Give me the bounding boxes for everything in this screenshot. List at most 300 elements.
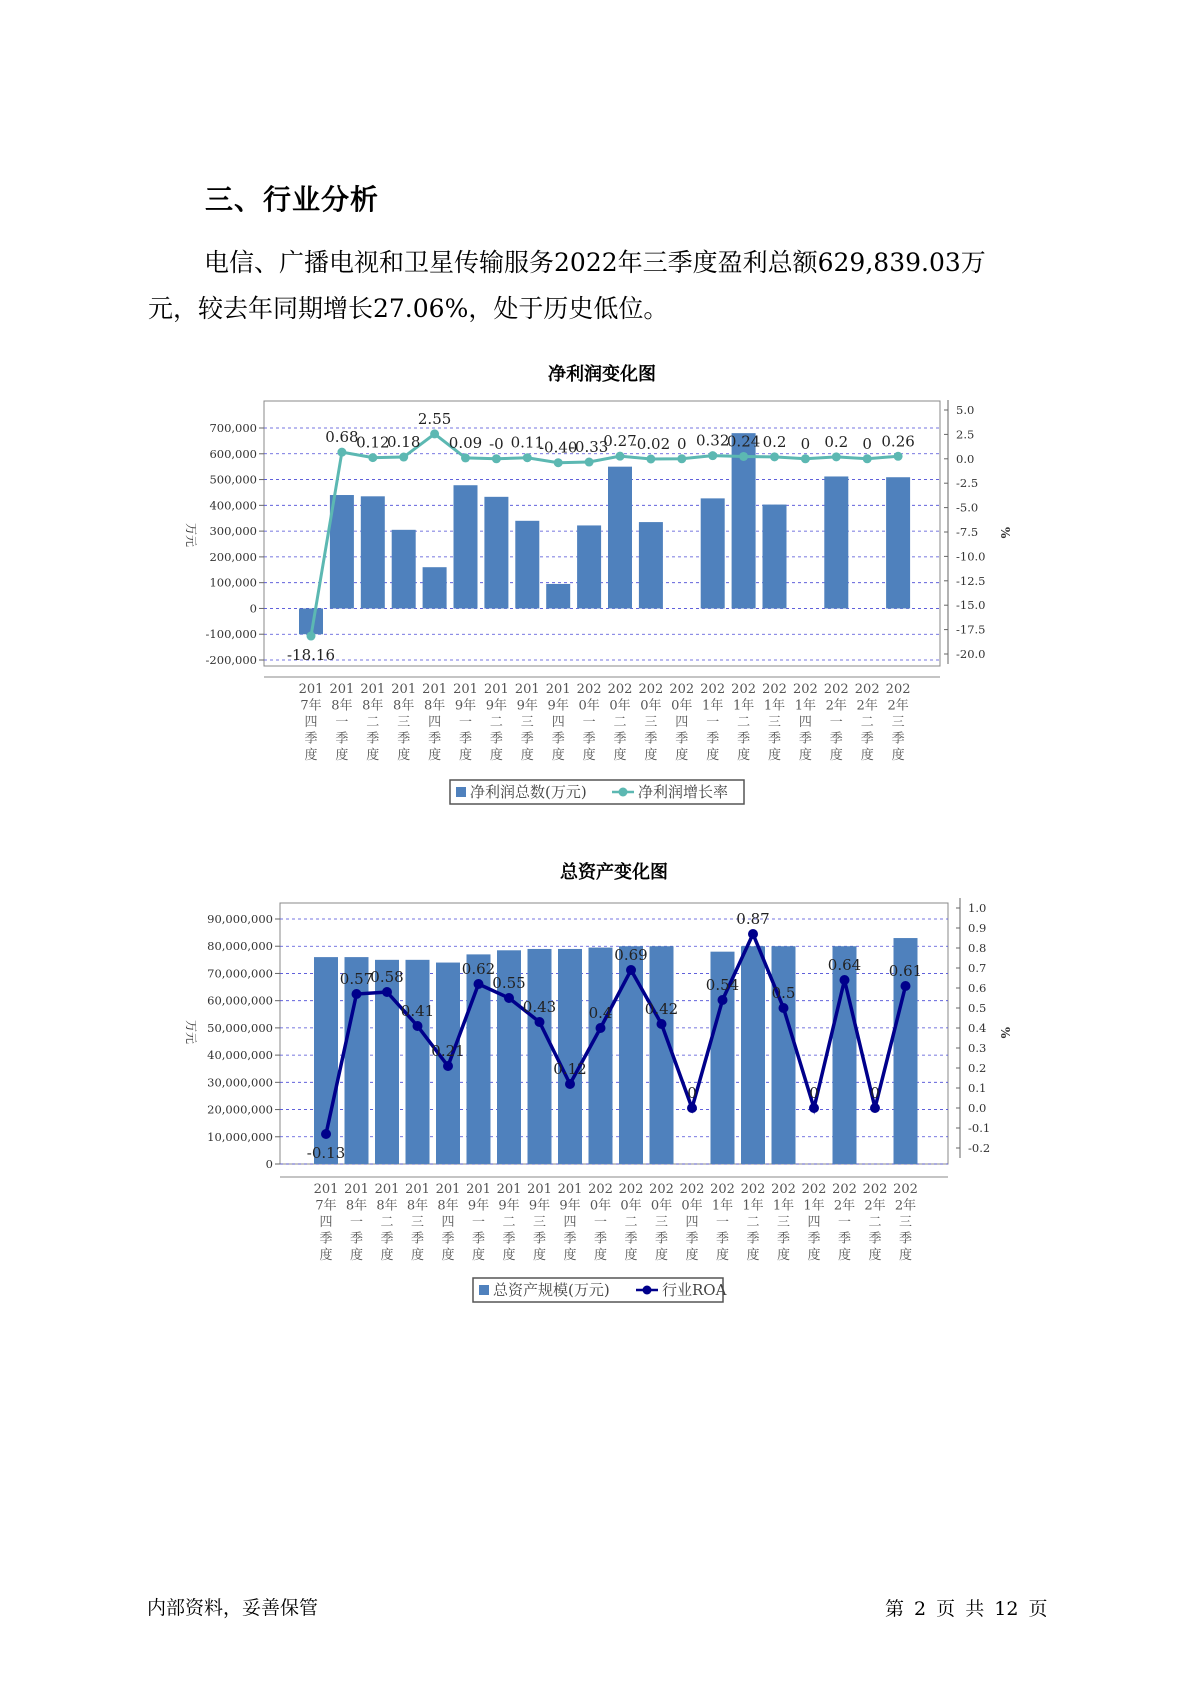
y-tick-label: 10,000,000 [207, 1129, 273, 1144]
x-tick-label: 季 [715, 1231, 730, 1247]
data-label: -0.02 [631, 434, 671, 453]
x-tick-label: 8年 [345, 1198, 368, 1214]
data-label: 0.62 [461, 960, 496, 978]
x-tick-label: 度 [397, 748, 411, 763]
x-tick-label: 202 [823, 682, 849, 697]
x-tick-label: 0年 [578, 698, 600, 714]
x-tick-label: 四 [304, 715, 318, 730]
summary-line-1: 电信、广播电视和卫星传输服务2022年三季度盈利总额629,839.03万 [204, 248, 986, 277]
x-tick-label: 度 [767, 748, 782, 763]
y-tick-label: 50,000,000 [207, 1020, 273, 1035]
x-tick-label: 度 [685, 1248, 699, 1263]
x-tick-label: 二 [737, 715, 751, 730]
x-tick-label: 202 [854, 682, 880, 697]
x-tick-label: 9年 [547, 698, 569, 714]
x-tick-label: 9年 [528, 1198, 551, 1214]
y2-tick-label: 0.2 [968, 1061, 987, 1075]
x-tick-label: 0年 [650, 1198, 673, 1214]
x-tick-label: 0年 [671, 698, 693, 714]
x-tick-label: 0年 [589, 1198, 612, 1214]
x-tick-label: 9年 [498, 1198, 520, 1214]
x-tick-label: 202 [669, 682, 695, 697]
x-tick-label: 季 [624, 1231, 638, 1247]
y-tick-label: 400,000 [209, 498, 257, 513]
x-tick-label: 202 [762, 682, 787, 697]
y-axis-label: 万元 [184, 1020, 198, 1045]
x-tick-label: 季 [319, 1231, 333, 1247]
x-tick-label: 一 [471, 1215, 486, 1230]
x-tick-label: 三 [767, 715, 782, 730]
x-tick-label: 8年 [393, 698, 415, 714]
data-label: 0.11 [510, 433, 545, 452]
x-tick-label: 二 [624, 1215, 638, 1230]
x-tick-label: 季 [685, 1231, 699, 1247]
x-tick-label: 季 [458, 731, 473, 747]
y-tick-label: 60,000,000 [207, 993, 273, 1008]
data-label: -0 [489, 434, 504, 453]
y2-tick-label: 0.8 [968, 941, 987, 955]
y2-tick-label: 0.5 [968, 1001, 987, 1015]
x-tick-label: 201 [545, 682, 571, 697]
bar [650, 946, 674, 1164]
y-tick-label: 0 [265, 1157, 273, 1171]
x-tick-label: 二 [868, 1215, 882, 1230]
y-tick-label: 40,000,000 [207, 1048, 273, 1063]
x-tick-label: 度 [675, 748, 689, 763]
x-tick-label: 二 [746, 1215, 760, 1230]
y-tick-label: 500,000 [209, 472, 257, 487]
x-tick-label: 201 [466, 1182, 491, 1197]
x-tick-label: 季 [397, 731, 411, 747]
x-tick-label: 201 [435, 1182, 461, 1197]
x-tick-label: 202 [607, 682, 633, 697]
y2-tick-label: 0.0 [956, 451, 975, 466]
x-tick-label: 度 [458, 748, 473, 763]
data-label: 0 [687, 1084, 697, 1102]
x-tick-label: 一 [349, 1215, 364, 1230]
y2-tick-label: -0.1 [968, 1121, 991, 1135]
x-tick-label: 度 [380, 1248, 394, 1263]
x-tick-label: 2年 [833, 1198, 856, 1214]
x-tick-label: 季 [441, 1231, 455, 1247]
x-tick-label: 202 [832, 1182, 857, 1197]
x-tick-label: 度 [532, 1248, 547, 1263]
x-tick-label: 201 [422, 682, 448, 697]
y-tick-label: 90,000,000 [207, 912, 273, 926]
x-tick-label: 四 [675, 715, 689, 730]
x-tick-label: 8年 [437, 1198, 459, 1214]
x-tick-label: 度 [613, 748, 627, 763]
x-tick-label: 202 [885, 682, 911, 697]
y2-tick-label: -0.2 [968, 1141, 991, 1155]
x-tick-label: 0年 [620, 1198, 642, 1214]
x-tick-label: 9年 [516, 698, 538, 714]
x-tick-label: 季 [489, 731, 503, 747]
x-tick-label: 1年 [794, 698, 817, 714]
line-point [535, 1017, 545, 1027]
line-point [413, 1021, 423, 1031]
x-tick-label: 度 [489, 748, 503, 763]
x-tick-label: 四 [798, 715, 812, 730]
x-tick-label: 201 [344, 1182, 369, 1197]
x-tick-label: 三 [654, 1215, 669, 1230]
x-tick-label: 季 [613, 731, 627, 747]
line-point [779, 1003, 789, 1013]
x-tick-label: 1年 [803, 1198, 825, 1214]
data-label: 0.58 [370, 968, 404, 986]
data-label: 0 [870, 1084, 880, 1102]
x-tick-label: 季 [891, 731, 905, 747]
x-tick-label: 四 [428, 715, 442, 730]
x-tick-label: 二 [380, 1215, 394, 1230]
x-tick-label: 度 [706, 748, 720, 763]
x-tick-label: 度 [520, 748, 534, 763]
data-label: 0 [677, 434, 687, 453]
x-tick-label: 四 [441, 1215, 455, 1230]
x-tick-label: 度 [319, 1248, 333, 1263]
bar [619, 946, 643, 1164]
x-tick-label: 季 [428, 731, 442, 747]
line-point [321, 1129, 331, 1139]
y2-tick-label: 0.9 [968, 921, 987, 935]
x-tick-label: 201 [527, 1182, 552, 1197]
line-point [352, 989, 362, 999]
data-label: 0.41 [400, 1002, 435, 1020]
x-tick-label: 202 [679, 1182, 705, 1197]
data-label: 0.27 [603, 432, 637, 451]
x-tick-label: 201 [313, 1182, 339, 1197]
x-tick-label: 1年 [711, 1198, 734, 1214]
x-tick-label: 0年 [681, 1198, 703, 1214]
x-tick-label: 202 [649, 1182, 674, 1197]
line-point [657, 1019, 667, 1029]
x-tick-label: 季 [654, 1231, 669, 1247]
y-tick-label: 700,000 [209, 421, 257, 435]
x-tick-label: 1年 [702, 698, 724, 714]
x-tick-label: 度 [366, 748, 380, 763]
y2-tick-label: -17.5 [956, 622, 986, 637]
x-tick-label: 度 [868, 1248, 882, 1263]
data-label: 0.87 [736, 910, 770, 928]
x-tick-label: 一 [458, 715, 473, 730]
x-tick-label: 202 [576, 682, 602, 697]
x-tick-label: 2年 [856, 698, 878, 714]
data-label: 0.26 [881, 432, 915, 451]
data-label: -0.33 [569, 438, 609, 457]
x-tick-label: 季 [349, 1231, 364, 1247]
x-tick-label: 四 [563, 1215, 577, 1230]
bar [406, 960, 430, 1164]
data-label: 2.55 [417, 409, 452, 428]
x-tick-label: 8年 [331, 698, 353, 714]
x-tick-label: 一 [829, 715, 843, 730]
x-tick-label: 7年 [300, 698, 322, 714]
x-tick-label: 季 [868, 1231, 882, 1247]
x-tick-label: 度 [582, 748, 596, 763]
x-tick-label: 201 [557, 1182, 583, 1197]
x-tick-label: 季 [746, 1231, 760, 1247]
data-label: 0.24 [726, 432, 761, 451]
x-tick-label: 一 [582, 715, 596, 730]
y2-axis-label: % [998, 527, 1012, 539]
x-tick-label: 四 [807, 1215, 821, 1230]
x-tick-label: 9年 [559, 1198, 581, 1214]
x-tick-label: 201 [391, 682, 417, 697]
x-tick-label: 9年 [467, 1198, 490, 1214]
x-tick-label: 201 [453, 682, 478, 697]
y-tick-label: 100,000 [209, 575, 257, 590]
x-tick-label: 季 [551, 731, 565, 747]
x-tick-label: 三 [410, 1215, 425, 1230]
x-tick-label: 季 [644, 731, 658, 747]
bar [345, 957, 369, 1164]
x-tick-label: 季 [502, 1231, 516, 1247]
data-label: 0.32 [695, 431, 730, 450]
bar [589, 948, 613, 1164]
line-point [809, 1103, 819, 1113]
footer-confidential: 内部资料，妥善保管 [147, 1597, 319, 1619]
line-point [474, 979, 484, 989]
y2-tick-label: 0.4 [968, 1021, 987, 1035]
line-point [626, 965, 636, 975]
x-tick-label: 201 [483, 682, 509, 697]
x-tick-label: 三 [644, 715, 658, 730]
data-label: 0.55 [492, 974, 526, 992]
y2-tick-label: 0.0 [968, 1101, 987, 1115]
x-tick-label: 一 [837, 1215, 852, 1230]
x-tick-label: 2年 [864, 1198, 886, 1214]
y2-tick-label: 1.0 [968, 901, 987, 915]
x-tick-label: 度 [349, 1248, 364, 1263]
x-tick-label: 202 [638, 682, 664, 697]
summary-line-2: 元，较去年同期增长27.06%，处于历史低位。 [148, 294, 669, 323]
data-label: 0.2 [762, 432, 787, 451]
x-tick-label: 2年 [825, 698, 847, 714]
x-tick-label: 二 [502, 1215, 516, 1230]
line-point [901, 981, 911, 991]
x-tick-label: 7年 [315, 1198, 337, 1214]
x-tick-label: 度 [441, 1248, 455, 1263]
x-tick-label: 季 [807, 1231, 821, 1247]
data-label: 0.69 [614, 946, 648, 964]
x-tick-label: 度 [829, 748, 843, 763]
y-tick-label: 600,000 [209, 446, 257, 461]
line-point [565, 1079, 575, 1089]
x-tick-label: 度 [737, 748, 751, 763]
x-tick-label: 季 [593, 1231, 608, 1247]
x-tick-label: 202 [893, 1182, 918, 1197]
x-tick-label: 一 [715, 1215, 730, 1230]
data-label: -18.16 [286, 646, 336, 665]
footer-page-number: 第 2 页 共 12 页 [885, 1598, 1048, 1620]
data-label: 0.54 [705, 976, 740, 994]
y2-tick-label: 0.6 [968, 981, 987, 995]
x-tick-label: 度 [335, 748, 349, 763]
section-heading: 三、行业分析 [205, 183, 380, 216]
x-tick-label: 8年 [423, 698, 446, 714]
x-tick-label: 季 [898, 1231, 913, 1247]
x-tick-label: 二 [366, 715, 380, 730]
y-tick-label: 30,000,000 [207, 1075, 273, 1090]
x-tick-label: 8年 [376, 1198, 398, 1214]
x-tick-label: 202 [792, 682, 818, 697]
x-tick-label: 度 [837, 1248, 852, 1263]
data-label: 0 [800, 434, 811, 453]
y2-tick-label: 0.1 [968, 1081, 987, 1095]
y-tick-label: 300,000 [209, 524, 257, 539]
x-tick-label: 2年 [887, 698, 909, 714]
bar [558, 949, 582, 1164]
x-tick-label: 8年 [406, 1198, 429, 1214]
legend-label-line: 行业ROA [662, 1281, 727, 1299]
line-point [687, 1103, 697, 1113]
legend-label-line: 净利润增长率 [638, 783, 729, 801]
data-label: 0.09 [448, 433, 483, 452]
data-label: 0 [862, 434, 872, 453]
x-tick-label: 201 [496, 1182, 522, 1197]
data-label: 0.2 [824, 432, 849, 451]
x-tick-label: 度 [746, 1248, 760, 1263]
x-tick-label: 度 [471, 1248, 486, 1263]
x-tick-label: 一 [593, 1215, 608, 1230]
x-tick-label: 1年 [742, 1198, 764, 1214]
x-tick-label: 201 [329, 682, 355, 697]
data-label: 0.61 [888, 962, 923, 980]
x-tick-label: 季 [860, 731, 874, 747]
x-tick-label: 四 [319, 1215, 333, 1230]
x-tick-label: 二 [489, 715, 503, 730]
y-tick-label: 70,000,000 [207, 966, 273, 981]
x-tick-label: 季 [520, 731, 534, 747]
x-tick-label: 季 [829, 731, 843, 747]
x-tick-label: 季 [737, 731, 751, 747]
data-label: 0.4 [588, 1004, 613, 1022]
line-point [748, 929, 758, 939]
x-tick-label: 度 [563, 1248, 577, 1263]
x-tick-label: 季 [798, 731, 812, 747]
line-point [718, 995, 728, 1005]
y2-tick-label: -15.0 [956, 598, 986, 613]
x-tick-label: 三 [891, 715, 905, 730]
x-tick-label: 0年 [609, 698, 631, 714]
x-tick-label: 度 [807, 1248, 821, 1263]
y2-tick-label: -2.5 [956, 476, 979, 491]
y2-tick-label: 0.7 [968, 961, 987, 975]
x-tick-label: 1年 [772, 1198, 795, 1214]
data-label: 0.42 [644, 1000, 679, 1018]
line-point [596, 1023, 606, 1033]
x-tick-label: 202 [801, 1182, 827, 1197]
x-tick-label: 季 [366, 731, 380, 747]
x-tick-label: 季 [532, 1231, 547, 1247]
line-point [504, 993, 514, 1003]
x-tick-label: 度 [860, 748, 874, 763]
data-label: 0.64 [827, 956, 862, 974]
x-tick-label: 三 [776, 1215, 791, 1230]
x-tick-label: 三 [397, 715, 411, 730]
data-label: -0.13 [306, 1144, 346, 1162]
x-tick-label: 季 [837, 1231, 852, 1247]
y2-tick-label: -20.0 [956, 647, 986, 661]
x-tick-label: 202 [731, 682, 757, 697]
x-tick-label: 四 [551, 715, 565, 730]
x-tick-label: 季 [582, 731, 596, 747]
x-tick-label: 202 [700, 682, 726, 697]
x-tick-label: 度 [715, 1248, 730, 1263]
bar [741, 946, 765, 1164]
x-tick-label: 201 [405, 1182, 430, 1197]
x-tick-label: 季 [706, 731, 720, 747]
y-tick-label: -200,000 [205, 653, 257, 667]
x-tick-label: 二 [860, 715, 874, 730]
x-tick-label: 201 [514, 682, 540, 697]
data-label: 0.5 [771, 984, 796, 1002]
x-tick-label: 201 [374, 1182, 400, 1197]
x-tick-label: 季 [335, 731, 349, 747]
x-tick-label: 二 [613, 715, 627, 730]
bar [772, 946, 796, 1164]
x-tick-label: 度 [502, 1248, 516, 1263]
x-tick-label: 9年 [485, 698, 508, 714]
legend-label-bar: 净利润总数(万元) [470, 783, 587, 801]
x-tick-label: 201 [298, 682, 324, 697]
x-tick-label: 度 [410, 1248, 425, 1263]
x-tick-label: 度 [891, 748, 905, 763]
x-tick-label: 季 [776, 1231, 791, 1247]
x-tick-label: 202 [618, 1182, 644, 1197]
x-tick-label: 0年 [640, 698, 662, 714]
data-label: 0.21 [431, 1042, 465, 1060]
x-tick-label: 202 [862, 1182, 888, 1197]
y-tick-label: -100,000 [205, 627, 257, 642]
x-tick-label: 一 [706, 715, 720, 730]
x-tick-label: 度 [798, 748, 812, 763]
x-tick-label: 季 [675, 731, 689, 747]
legend-label-bar: 总资产规模(万元) [493, 1281, 610, 1299]
line-point [382, 987, 392, 997]
x-tick-label: 202 [771, 1182, 796, 1197]
x-tick-label: 2年 [894, 1198, 917, 1214]
x-tick-label: 季 [471, 1231, 486, 1247]
x-tick-label: 201 [360, 682, 386, 697]
x-tick-label: 季 [410, 1231, 425, 1247]
y-tick-label: 80,000,000 [207, 939, 273, 954]
legend-swatch-bar [479, 1285, 489, 1295]
data-label: 0.57 [339, 970, 374, 988]
y-tick-label: 200,000 [209, 549, 257, 564]
y2-tick-label: -12.5 [956, 573, 986, 588]
data-label: 0 [809, 1084, 819, 1102]
y2-tick-label: -10.0 [956, 549, 986, 564]
chart-title: 总资产变化图 [560, 862, 668, 883]
y2-tick-label: 0.3 [968, 1041, 987, 1055]
x-tick-label: 度 [551, 748, 565, 763]
y2-tick-label: 2.5 [956, 427, 975, 442]
y-tick-label: 0 [249, 601, 257, 616]
x-tick-label: 1年 [763, 698, 786, 714]
x-tick-label: 度 [644, 748, 658, 763]
x-tick-label: 度 [898, 1248, 913, 1263]
x-tick-label: 季 [304, 731, 318, 747]
x-tick-label: 9年 [454, 698, 477, 714]
x-tick-label: 度 [593, 1248, 608, 1263]
x-tick-label: 202 [740, 1182, 766, 1197]
x-tick-label: 季 [767, 731, 782, 747]
x-tick-label: 三 [532, 1215, 547, 1230]
x-tick-label: 1年 [732, 698, 755, 714]
line-point [870, 1103, 880, 1113]
x-tick-label: 四 [685, 1215, 699, 1230]
